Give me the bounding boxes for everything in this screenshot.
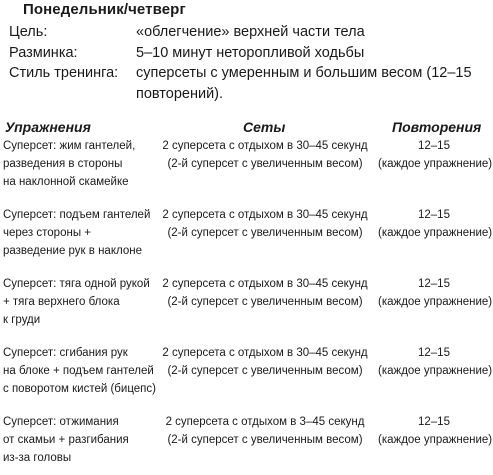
sets-cell-line: (2-й суперсет с увеличенным весом) bbox=[167, 227, 363, 239]
column-header-reps: Повторения bbox=[392, 119, 482, 135]
reps-cell-line: 12–15 bbox=[418, 140, 450, 152]
table-row bbox=[0, 137, 493, 199]
table-row bbox=[0, 206, 493, 268]
reps-cell-line: (каждое упражнение) bbox=[378, 227, 493, 239]
reps-cell bbox=[378, 206, 493, 242]
exercise-cell bbox=[3, 137, 173, 191]
reps-cell-line: 12–15 bbox=[418, 209, 450, 221]
exercise-cell bbox=[3, 344, 173, 398]
reps-cell bbox=[378, 344, 493, 380]
info-label: Цель: bbox=[9, 24, 48, 40]
reps-cell bbox=[378, 137, 493, 173]
sets-cell-line: (2-й суперсет с увеличенным весом) bbox=[167, 296, 363, 308]
day-title: Понедельник/четверг bbox=[23, 1, 186, 18]
sets-cell-line: 2 суперсета с отдыхом в 30–45 секунд bbox=[162, 278, 368, 290]
info-value: 5–10 минут неторопливой ходьбы bbox=[136, 45, 365, 61]
reps-cell-line: (каждое упражнение) bbox=[378, 434, 493, 446]
info-value: «облегчение» верхней части тела bbox=[136, 24, 365, 40]
sets-cell bbox=[155, 344, 375, 380]
reps-cell bbox=[378, 413, 493, 449]
exercise-cell-line: разведение рук в наклоне bbox=[3, 245, 142, 257]
exercise-cell-line: Суперсет: отжимания bbox=[3, 416, 119, 428]
sets-cell-line: 2 суперсета с отдыхом в 30–45 секунд bbox=[162, 140, 368, 152]
exercise-cell bbox=[3, 413, 173, 467]
column-header-exercises: Упражнения bbox=[5, 119, 91, 135]
column-header-sets: Сеты bbox=[243, 119, 286, 135]
sets-cell-line: (2-й суперсет с увеличенным весом) bbox=[167, 158, 363, 170]
sets-cell bbox=[155, 137, 375, 173]
exercise-cell-line: разведения в стороны bbox=[3, 158, 123, 170]
table-row bbox=[0, 344, 493, 406]
sets-cell-line: 2 суперсета с отдыхом в 30–45 секунд bbox=[162, 209, 368, 221]
sets-cell bbox=[155, 206, 375, 242]
table-row bbox=[0, 275, 493, 337]
reps-cell-line: (каждое упражнение) bbox=[378, 158, 493, 170]
exercise-cell-line: с поворотом кистей (бицепс) bbox=[3, 383, 156, 395]
exercise-cell-line: Суперсет: подъем гантелей bbox=[3, 209, 151, 221]
sets-cell-line: (2-й суперсет с увеличенным весом) bbox=[167, 365, 363, 377]
sets-cell bbox=[155, 413, 375, 449]
sets-cell-line: (2-й суперсет с увеличенным весом) bbox=[167, 434, 363, 446]
table-row bbox=[0, 413, 493, 475]
info-label: Разминка: bbox=[9, 45, 78, 61]
exercise-cell-line: на блоке + подъем гантелей bbox=[3, 365, 154, 377]
exercise-cell-line: через стороны + bbox=[3, 227, 91, 239]
exercise-cell-line: + тяга верхнего блока bbox=[3, 296, 120, 308]
exercise-cell bbox=[3, 275, 173, 329]
exercise-cell bbox=[3, 206, 173, 260]
sets-cell-line: 2 суперсета с отдыхом в 3–45 секунд bbox=[165, 416, 365, 428]
exercise-cell-line: Суперсет: сгибания рук bbox=[3, 347, 128, 359]
reps-cell-line: (каждое упражнение) bbox=[378, 296, 493, 308]
reps-cell-line: 12–15 bbox=[418, 347, 450, 359]
reps-cell bbox=[378, 275, 493, 311]
info-label: Стиль тренинга: bbox=[9, 65, 119, 81]
sets-cell bbox=[155, 275, 375, 311]
sets-cell-line: 2 суперсета с отдыхом в 30–45 секунд bbox=[162, 347, 368, 359]
reps-cell-line: (каждое упражнение) bbox=[378, 365, 493, 377]
exercise-cell-line: Суперсет: тяга одной рукой bbox=[3, 278, 150, 290]
exercise-cell-line: от скамьи + разгибания bbox=[3, 434, 129, 446]
exercise-cell-line: на наклонной скамейке bbox=[3, 176, 129, 188]
info-value: суперсеты с умеренным и большим весом (12–15 повторений). bbox=[136, 65, 472, 102]
exercise-cell-line: Суперсет: жим гантелей, bbox=[3, 140, 136, 152]
exercise-cell-line: из-за головы bbox=[3, 452, 72, 464]
exercise-cell-line: к груди bbox=[3, 314, 41, 326]
reps-cell-line: 12–15 bbox=[418, 416, 450, 428]
reps-cell-line: 12–15 bbox=[418, 278, 450, 290]
